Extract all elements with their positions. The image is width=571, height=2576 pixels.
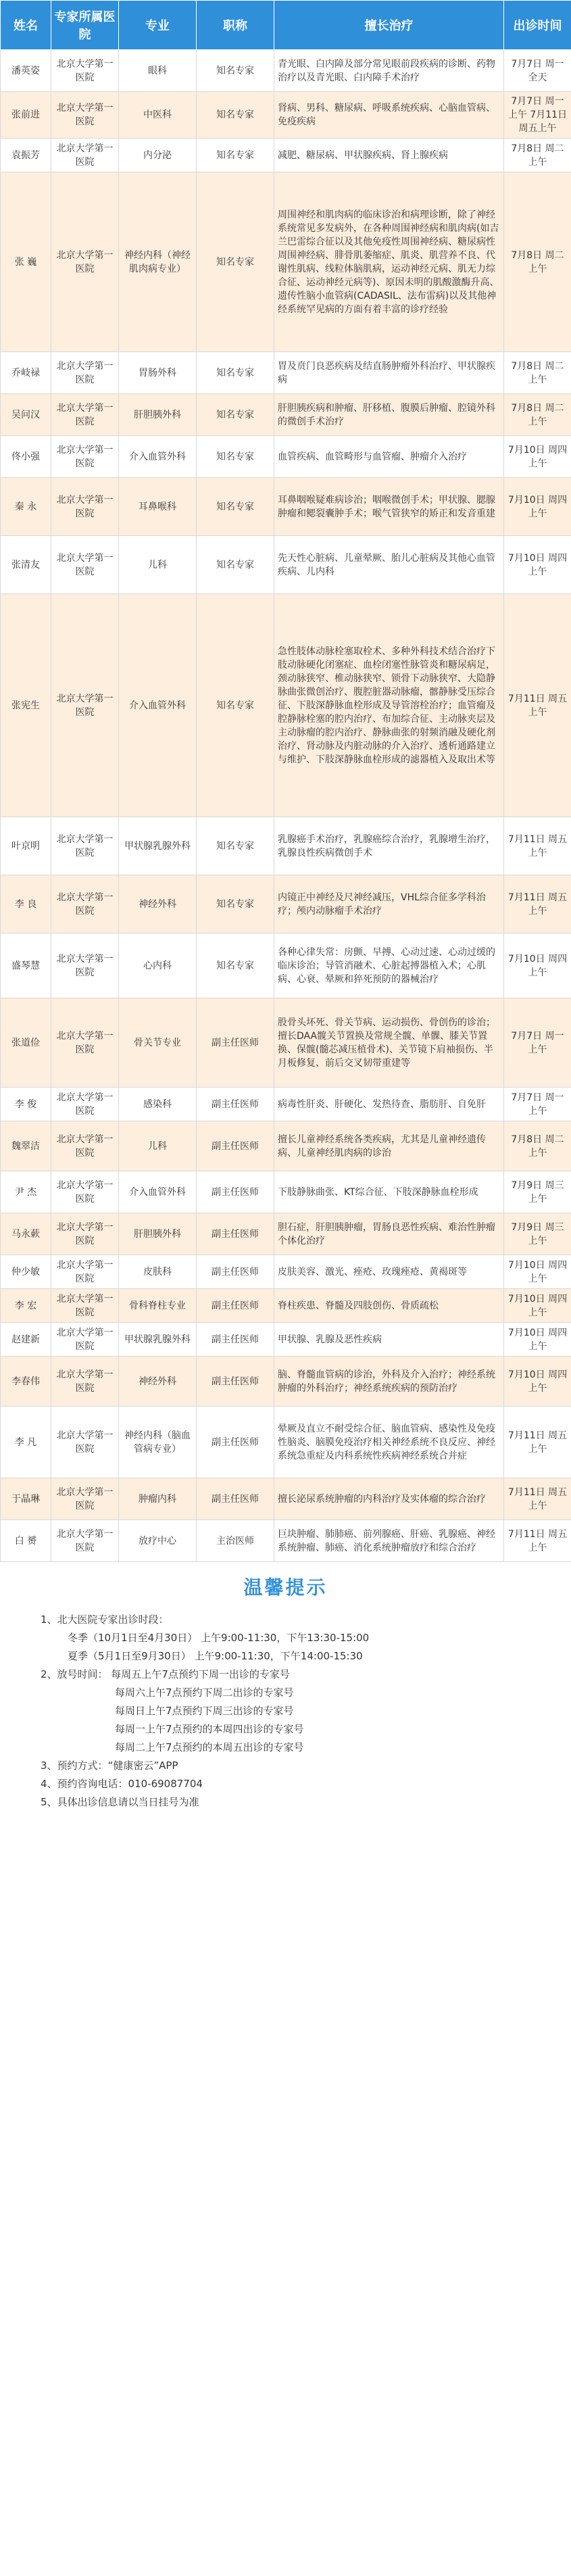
doctor-hospital: 北京大学第一医院 xyxy=(51,92,119,139)
doctor-hospital: 北京大学第一医院 xyxy=(51,817,119,875)
clinic-time: 7月8日 周二上午 xyxy=(504,139,571,172)
doctor-title: 知名专家 xyxy=(197,139,274,172)
doctor-name: 张前进 xyxy=(1,92,51,139)
doctor-dept: 骨科脊柱专业 xyxy=(119,1289,197,1323)
clinic-time: 7月10日 周四上午 xyxy=(504,1255,571,1289)
clinic-time: 7月8日 周二上午 xyxy=(504,352,571,394)
doctor-specialty: 内镜正中神经及尺神经减压，VHL综合征多学科治疗；颅内动脉瘤手术治疗 xyxy=(274,875,504,933)
doctor-name: 李 俊 xyxy=(1,1088,51,1121)
table-row xyxy=(1,875,571,933)
doctor-specialty: 巨块肿瘤、肺肺癌、前列腺癌、肝癌、乳腺癌、神经系统肿瘤、肺癌、消化系统肿瘤放疗和综合治疗 xyxy=(274,1520,504,1562)
doctor-specialty: 脑、脊髓血管病的诊治，外科及介入治疗；神经系统肿瘤的外科治疗；神经系统疾病的预防治疗 xyxy=(274,1357,504,1407)
tips-line: 5、具体出诊信息请以当日挂号为准 xyxy=(41,1796,199,1808)
doctor-title: 知名专家 xyxy=(197,933,274,998)
doctor-hospital: 北京大学第一医院 xyxy=(51,1213,119,1255)
header-hospital: 专家所属医院 xyxy=(51,1,119,50)
clinic-time: 7月11日 周五上午 xyxy=(504,1407,571,1478)
header-dept: 专业 xyxy=(119,1,197,50)
header-specialty: 擅长治疗 xyxy=(274,1,504,50)
clinic-time: 7月8日 周二上午 xyxy=(504,1121,571,1171)
doctor-name: 秦 永 xyxy=(1,478,51,536)
doctor-specialty: 肾病、男科、糖尿病、呼吸系统疾病、心脑血管病、免疫疾病 xyxy=(274,92,504,139)
doctor-dept: 肿瘤内科 xyxy=(119,1478,197,1520)
doctor-name: 盛琴慧 xyxy=(1,933,51,998)
doctor-name: 李 凡 xyxy=(1,1407,51,1478)
doctor-specialty: 先天性心脏病、儿童晕厥、胎儿心脏病及其他心血管疾病、儿内科 xyxy=(274,536,504,594)
table-row xyxy=(1,139,571,172)
doctor-name: 叶京明 xyxy=(1,817,51,875)
doctor-hospital: 北京大学第一医院 xyxy=(51,436,119,478)
doctor-specialty: 周围神经和肌肉病的临床诊治和病理诊断，除了神经系统常见多发病外，在各种周围神经病和肌肉病(如吉兰巴雷综合征以及其他免疫性周围神经病、糖尿病性周围神经病、腓骨肌萎缩症、肌炎、肌营养不良、代谢性肌病、线粒体脑肌病，运动神经元病、肌无力综合征、运动神经元病等)、原因未明的肌酸激酶升高、遗传性脑小血管病(CADASIL、法布雷病)以及其他神经系统罕见病的方面有着丰富的诊疗经验 xyxy=(274,172,504,352)
table-row xyxy=(1,1478,571,1520)
doctor-name: 潘英姿 xyxy=(1,50,51,92)
clinic-time: 7月9日 周三上午 xyxy=(504,1171,571,1213)
table-row xyxy=(1,1407,571,1478)
tips-line: 1、北大医院专家出诊时段： xyxy=(41,1613,169,1626)
doctor-title: 副主任医师 xyxy=(197,1255,274,1289)
doctor-dept: 神经内科（脑血管病专业） xyxy=(119,1407,197,1478)
doctor-dept: 介入血管外科 xyxy=(119,1171,197,1213)
doctor-specialty: 乳腺癌手术治疗，乳腺癌综合治疗，乳腺增生治疗，乳腺良性疾病微创手术 xyxy=(274,817,504,875)
tips-section xyxy=(0,1562,571,1832)
doctor-dept: 介入血管外科 xyxy=(119,436,197,478)
doctor-hospital: 北京大学第一医院 xyxy=(51,394,119,436)
doctor-hospital: 北京大学第一医院 xyxy=(51,1171,119,1213)
doctor-name: 仲少敏 xyxy=(1,1255,51,1289)
header-title: 职称 xyxy=(197,1,274,50)
doctor-hospital: 北京大学第一医院 xyxy=(51,1255,119,1289)
tips-line: 每周日上午7点预约下周三出诊的专家号 xyxy=(115,1705,294,1717)
doctor-specialty: 病毒性肝炎、肝硬化、发热待查、脂肪肝、自免肝 xyxy=(274,1088,504,1121)
doctor-specialty: 各种心律失常：房颤、早搏、心动过速、心动过缓的临床诊治；导管消融术、心脏起搏器植入术；心肌病、心衰、晕厥和猝死预防的器械治疗 xyxy=(274,933,504,998)
doctor-dept: 耳鼻喉科 xyxy=(119,478,197,536)
doctor-specialty: 耳鼻咽喉疑难病诊治；咽喉微创手术；甲状腺、腮腺肿瘤和鳃裂囊肿手术；喉气管狭窄的矫正和发音重建 xyxy=(274,478,504,536)
tips-line: 冬季（10月1日至4月30日） 上午9:00-11:30，下午13:30-15:00 xyxy=(68,1632,370,1644)
doctor-specialty: 青光眼、白内障及部分常见眼前段疾病的诊断、药物治疗以及青光眼、白内障手术治疗 xyxy=(274,50,504,92)
doctor-dept: 中医科 xyxy=(119,92,197,139)
doctor-title: 知名专家 xyxy=(197,394,274,436)
tips-line: 夏季（5月1日至9月30日） 上午9:00-11:30，下午14:00-15:30 xyxy=(68,1650,363,1662)
doctor-hospital: 北京大学第一医院 xyxy=(51,594,119,817)
table-row xyxy=(1,478,571,536)
doctor-hospital: 北京大学第一医院 xyxy=(51,875,119,933)
clinic-time: 7月11日 周五上午 xyxy=(504,817,571,875)
doctor-specialty: 擅长泌尿系统肿瘤的内科治疗及实体瘤的综合治疗 xyxy=(274,1478,504,1520)
doctor-hospital: 北京大学第一医院 xyxy=(51,1478,119,1520)
doctor-name: 于晶琳 xyxy=(1,1478,51,1520)
doctor-title: 主治医师 xyxy=(197,1520,274,1562)
doctor-hospital: 北京大学第一医院 xyxy=(51,139,119,172)
doctor-name: 赵建新 xyxy=(1,1323,51,1357)
table-row xyxy=(1,933,571,998)
doctor-hospital: 北京大学第一医院 xyxy=(51,352,119,394)
tips-line: 每周六上午7点预约下周二出诊的专家号 xyxy=(115,1686,294,1699)
doctor-name: 张宪生 xyxy=(1,594,51,817)
doctor-specialty: 股骨头坏死、骨关节病、运动损伤、骨创伤的诊治；擅长DAA髋关节置换及常规全髋、单髁、膝关节置换、保髋(髓芯减压植骨术)、关节镜下肩袖损伤、半月板修复、前后交叉韧带重建等 xyxy=(274,998,504,1088)
table-row xyxy=(1,1357,571,1407)
table-row xyxy=(1,394,571,436)
doctor-dept: 骨关节专业 xyxy=(119,998,197,1088)
table-row xyxy=(1,998,571,1088)
doctor-dept: 肝胆胰外科 xyxy=(119,1213,197,1255)
doctor-name: 张 巍 xyxy=(1,172,51,352)
doctor-dept: 眼科 xyxy=(119,50,197,92)
table-row xyxy=(1,172,571,352)
doctor-specialty: 擅长儿童神经系统各类疾病，尤其是儿童神经遗传病、儿童神经肌肉病的诊治 xyxy=(274,1121,504,1171)
clinic-time: 7月10日 周四上午 xyxy=(504,1289,571,1323)
table-row xyxy=(1,1121,571,1171)
doctor-title: 知名专家 xyxy=(197,50,274,92)
doctor-dept: 神经外科 xyxy=(119,875,197,933)
doctor-specialty: 下肢静脉曲张、KT综合征、下肢深静脉血栓形成 xyxy=(274,1171,504,1213)
clinic-time: 7月8日 周二上午 xyxy=(504,172,571,352)
doctor-specialty: 肝胆胰疾病和肿瘤、肝移植、腹膜后肿瘤、腔镜外科的微创手术治疗 xyxy=(274,394,504,436)
clinic-time: 7月10日 周四上午 xyxy=(504,1357,571,1407)
table-row xyxy=(1,50,571,92)
doctor-title: 副主任医师 xyxy=(197,1323,274,1357)
table-row xyxy=(1,352,571,394)
doctor-title: 知名专家 xyxy=(197,817,274,875)
doctor-hospital: 北京大学第一医院 xyxy=(51,1407,119,1478)
doctor-specialty: 晕厥及直立不耐受综合征、脑血管病、感染性及免疫性脑炎、脑膜免疫治疗相关神经系统不良反应、神经系统急重症及内科系统性疾病神经系统合并症 xyxy=(274,1407,504,1478)
tips-line: 2、放号时间： 每周五上午7点预约下周一出诊的专家号 xyxy=(41,1668,290,1680)
tips-title: 温馨提示 xyxy=(243,1576,328,1599)
doctor-name: 李 宏 xyxy=(1,1289,51,1323)
doctor-title: 知名专家 xyxy=(197,536,274,594)
doctor-hospital: 北京大学第一医院 xyxy=(51,998,119,1088)
doctor-dept: 肝胆胰外科 xyxy=(119,394,197,436)
doctor-specialty: 胃及贲门良恶疾病及结直肠肿瘤外科治疗、甲状腺疾病 xyxy=(274,352,504,394)
table-row xyxy=(1,536,571,594)
doctor-hospital: 北京大学第一医院 xyxy=(51,478,119,536)
doctor-name: 佟小强 xyxy=(1,436,51,478)
doctor-hospital: 北京大学第一医院 xyxy=(51,1121,119,1171)
doctor-dept: 心内科 xyxy=(119,933,197,998)
doctor-dept: 介入血管外科 xyxy=(119,594,197,817)
doctor-dept: 胃肠外科 xyxy=(119,352,197,394)
doctor-dept: 神经内科（神经肌肉病专业） xyxy=(119,172,197,352)
doctor-name: 张清友 xyxy=(1,536,51,594)
doctor-hospital: 北京大学第一医院 xyxy=(51,1357,119,1407)
table-row xyxy=(1,594,571,817)
clinic-time: 7月9日 周三上午 xyxy=(504,1213,571,1255)
doctor-name: 李春伟 xyxy=(1,1357,51,1407)
clinic-time: 7月11日 周五上午 xyxy=(504,875,571,933)
doctor-title: 副主任医师 xyxy=(197,1171,274,1213)
doctor-name: 尹 杰 xyxy=(1,1171,51,1213)
header-time: 出诊时间 xyxy=(504,1,571,50)
table-row xyxy=(1,1171,571,1213)
doctor-title: 副主任医师 xyxy=(197,1407,274,1478)
doctor-dept: 甲状腺乳腺外科 xyxy=(119,1323,197,1357)
clinic-time: 7月11日 周五上午 xyxy=(504,594,571,817)
table-row xyxy=(1,1255,571,1289)
doctor-hospital: 北京大学第一医院 xyxy=(51,933,119,998)
doctor-title: 副主任医师 xyxy=(197,1478,274,1520)
doctor-title: 副主任医师 xyxy=(197,1357,274,1407)
doctor-specialty: 减肥、糖尿病、甲状腺疾病、肾上腺疾病 xyxy=(274,139,504,172)
doctor-dept: 皮肤科 xyxy=(119,1255,197,1289)
doctor-hospital: 北京大学第一医院 xyxy=(51,536,119,594)
doctor-title: 知名专家 xyxy=(197,875,274,933)
table-row xyxy=(1,1289,571,1323)
doctor-title: 知名专家 xyxy=(197,92,274,139)
clinic-time: 7月11日 周五上午 xyxy=(504,1520,571,1562)
doctor-name: 白 赟 xyxy=(1,1520,51,1562)
doctor-dept: 内分泌 xyxy=(119,139,197,172)
doctor-title: 副主任医师 xyxy=(197,1213,274,1255)
table-row xyxy=(1,1323,571,1357)
doctor-name: 马永蔌 xyxy=(1,1213,51,1255)
doctor-dept: 儿科 xyxy=(119,1121,197,1171)
doctor-title: 知名专家 xyxy=(197,478,274,536)
doctor-hospital: 北京大学第一医院 xyxy=(51,1520,119,1562)
table-row xyxy=(1,1520,571,1562)
clinic-time: 7月7日 周一上午 xyxy=(504,1088,571,1121)
tips-line: 每周二上午7点预约的本周五出诊的专家号 xyxy=(115,1741,304,1753)
doctor-title: 知名专家 xyxy=(197,436,274,478)
clinic-time: 7月10日 周四上午 xyxy=(504,436,571,478)
clinic-time: 7月7日 周一上午 xyxy=(504,998,571,1088)
tips-line: 3、预约方式：“健康密云”APP xyxy=(41,1759,178,1772)
clinic-time: 7月10日 周四上午 xyxy=(504,933,571,998)
doctor-specialty: 急性肢体动脉栓塞取栓术、多种外科技术结合治疗下肢动脉硬化闭塞症、血栓闭塞性脉管炎和糖尿病足，颈动脉狭窄、椎动脉狭窄、锁骨下动脉狭窄、大隐静脉曲张微创治疗、腹腔脏器动脉瘤，髂静脉受压综合征、下肢深静脉血栓形成及导管溶栓治疗；血管瘤及腔静脉栓塞的腔内治疗、布加综合征、主动脉夹层及主动脉瘤的腔内治疗、静脉曲张的射频消融及硬化剂治疗、肾动脉及内脏动脉的介入治疗、透析通路建立与维护、下肢深静脉血栓形成的滤器植入及取出术等 xyxy=(274,594,504,817)
table-header-row xyxy=(1,1,571,50)
doctor-hospital: 北京大学第一医院 xyxy=(51,172,119,352)
clinic-time: 7月7日 周一上午 7月11日 周五上午 xyxy=(504,92,571,139)
doctor-name: 吴问汉 xyxy=(1,394,51,436)
clinic-time: 7月7日 周一全天 xyxy=(504,50,571,92)
table-row xyxy=(1,92,571,139)
doctor-dept: 甲状腺乳腺外科 xyxy=(119,817,197,875)
clinic-time: 7月10日 周四上午 xyxy=(504,1323,571,1357)
doctor-specialty: 血管疾病、血管畸形与血管瘤、肿瘤介入治疗 xyxy=(274,436,504,478)
doctor-name: 李 良 xyxy=(1,875,51,933)
doctor-title: 副主任医师 xyxy=(197,1121,274,1171)
doctor-title: 副主任医师 xyxy=(197,1088,274,1121)
tips-line: 4、预约咨询电话：010-69087704 xyxy=(41,1778,203,1790)
doctor-title: 知名专家 xyxy=(197,594,274,817)
doctor-title: 副主任医师 xyxy=(197,998,274,1088)
tips-line: 每周一上午7点预约的本周四出诊的专家号 xyxy=(115,1723,304,1735)
doctor-specialty: 皮肤美容、激光、痤疮、玫瑰痤疮、黄褐斑等 xyxy=(274,1255,504,1289)
doctor-name: 乔岐禄 xyxy=(1,352,51,394)
doctor-name: 袁振芳 xyxy=(1,139,51,172)
clinic-time: 7月10日 周四上午 xyxy=(504,478,571,536)
clinic-time: 7月10日 周四上午 xyxy=(504,536,571,594)
doctor-title: 知名专家 xyxy=(197,352,274,394)
table-row xyxy=(1,1213,571,1255)
doctor-name: 魏翠洁 xyxy=(1,1121,51,1171)
doctor-dept: 儿科 xyxy=(119,536,197,594)
doctor-hospital: 北京大学第一医院 xyxy=(51,50,119,92)
table-body xyxy=(1,50,571,1562)
doctor-dept: 感染科 xyxy=(119,1088,197,1121)
doctor-specialty: 胆石症，肝胆胰肿瘤，胃肠良恶性疾病、难治性肿瘤个体化治疗 xyxy=(274,1213,504,1255)
doctor-specialty: 脊柱疾患、脊髓及四肢创伤、骨质疏松 xyxy=(274,1289,504,1323)
doctor-dept: 放疗中心 xyxy=(119,1520,197,1562)
doctor-hospital: 北京大学第一医院 xyxy=(51,1289,119,1323)
header-name: 姓名 xyxy=(1,1,51,50)
doctor-hospital: 北京大学第一医院 xyxy=(51,1323,119,1357)
doctor-dept: 神经外科 xyxy=(119,1357,197,1407)
clinic-time: 7月8日 周二上午 xyxy=(504,394,571,436)
table-row xyxy=(1,817,571,875)
clinic-time: 7月11日 周五上午 xyxy=(504,1478,571,1520)
doctor-name: 张道俭 xyxy=(1,998,51,1088)
doctor-specialty: 甲状腺、乳腺及恶性疾病 xyxy=(274,1323,504,1357)
doctor-title: 知名专家 xyxy=(197,172,274,352)
doctor-title: 副主任医师 xyxy=(197,1289,274,1323)
table-row xyxy=(1,436,571,478)
doctor-hospital: 北京大学第一医院 xyxy=(51,1088,119,1121)
table-row xyxy=(1,1088,571,1121)
tips-list xyxy=(27,1611,544,1812)
